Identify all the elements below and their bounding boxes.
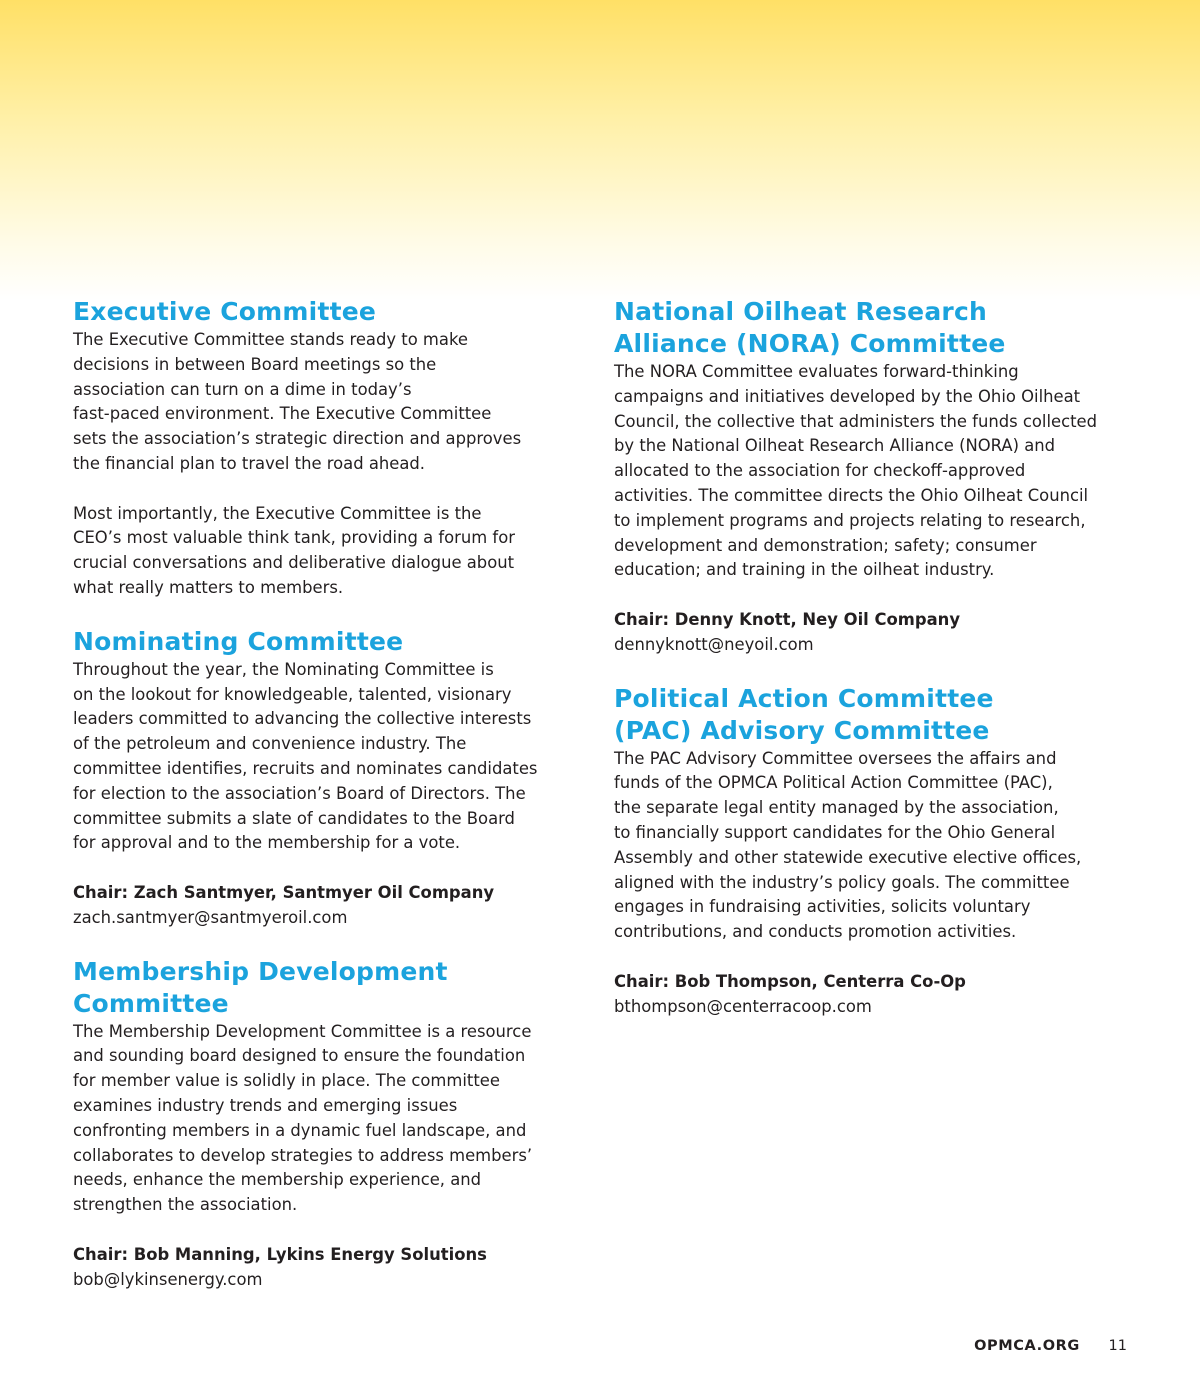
nominating-committee-title: Nominating Committee bbox=[73, 626, 404, 656]
membership-development-title: Membership Development Committee bbox=[73, 956, 448, 1018]
page-footer bbox=[974, 1336, 1127, 1356]
membership-development-chair: Chair: Bob Manning, Lykins Energy Solutions bbox=[73, 1244, 487, 1264]
executive-committee-section bbox=[73, 296, 593, 601]
membership-development-section bbox=[73, 956, 593, 1293]
nominating-committee-description: Throughout the year, the Nominating Committee is on the lookout for knowledgeable, talented, visionary leaders committed to advancing the collective interests of the petroleum and convenience industry. The committee identifies, recruits and nominates candidates for election to the association’s Board of Directors. The committee submits a slate of candidates to the Board for approval and to the membership for a vote. bbox=[73, 659, 538, 853]
nominating-committee-section bbox=[73, 626, 593, 931]
nora-committee-email[interactable]: dennyknott@neyoil.com bbox=[614, 634, 814, 654]
pac-advisory-chair: Chair: Bob Thompson, Centerra Co-Op bbox=[614, 971, 966, 991]
nora-committee-description: The NORA Committee evaluates forward-thinking campaigns and initiatives developed by the Ohio Oilheat Council, the collective that administers the funds collected by the National Oilheat Research Alliance (NORA) and allocated to the association for checkoff-approved activities. The committee directs the Ohio Oilheat Council to implement programs and projects relating to research, development and demonstration; safety; consumer education; and training in the oilheat industry. bbox=[614, 362, 1098, 580]
executive-committee-title: Executive Committee bbox=[73, 297, 377, 326]
nominating-committee-chair: Chair: Zach Santmyer, Santmyer Oil Company bbox=[73, 882, 495, 902]
pac-advisory-email[interactable]: bthompson@centerracoop.com bbox=[614, 996, 872, 1016]
pac-advisory-description: The PAC Advisory Committee oversees the affairs and funds of the OPMCA Political Action Committee (PAC), the separate legal entity managed by the association, to financially support candidates for the Ohio General Assembly and other statewide executive elective offices, aligned with the industry’s policy goals. The committee engages in fundraising activities, solicits voluntary contributions, and conducts promotion activities. bbox=[614, 748, 1082, 942]
pac-advisory-section bbox=[614, 683, 1134, 1020]
membership-development-description: The Membership Development Committee is a resource and sounding board designed to ensure the foundation for member value is solidly in place. The committee examines industry trends and emerging issues confronting members in a dynamic fuel landscape, and collaborates to develop strategies to address members’ needs, enhance the membership experience, and strengthen the association. bbox=[73, 1021, 533, 1215]
executive-committee-description: The Executive Committee stands ready to make decisions in between Board meetings so the association can turn on a dime in today’s fast-paced environment. The Executive Committee sets the association’s strategic direction and approves the financial plan to travel the road ahead. bbox=[73, 330, 522, 473]
header-gradient-band bbox=[0, 0, 1200, 300]
nora-committee-chair: Chair: Denny Knott, Ney Oil Company bbox=[614, 609, 961, 629]
footer-site-url[interactable]: OPMCA.ORG bbox=[974, 1338, 1080, 1354]
membership-development-email[interactable]: bob@lykinsenergy.com bbox=[73, 1269, 263, 1289]
executive-committee-description-2: Most importantly, the Executive Committee is the CEO’s most valuable think tank, providing a forum for crucial conversations and deliberative dialogue about what really matters to members. bbox=[73, 503, 515, 597]
nora-committee-section bbox=[614, 296, 1134, 658]
left-column bbox=[73, 296, 593, 1317]
nora-committee-title: National Oilheat Research Alliance (NORA) Committee bbox=[614, 297, 1006, 358]
page-number: 11 bbox=[1108, 1338, 1127, 1354]
right-column bbox=[614, 296, 1134, 1044]
pac-advisory-title: Political Action Committee (PAC) Advisory Committee bbox=[614, 683, 994, 745]
nominating-committee-email[interactable]: zach.santmyer@santmyeroil.com bbox=[73, 907, 348, 927]
